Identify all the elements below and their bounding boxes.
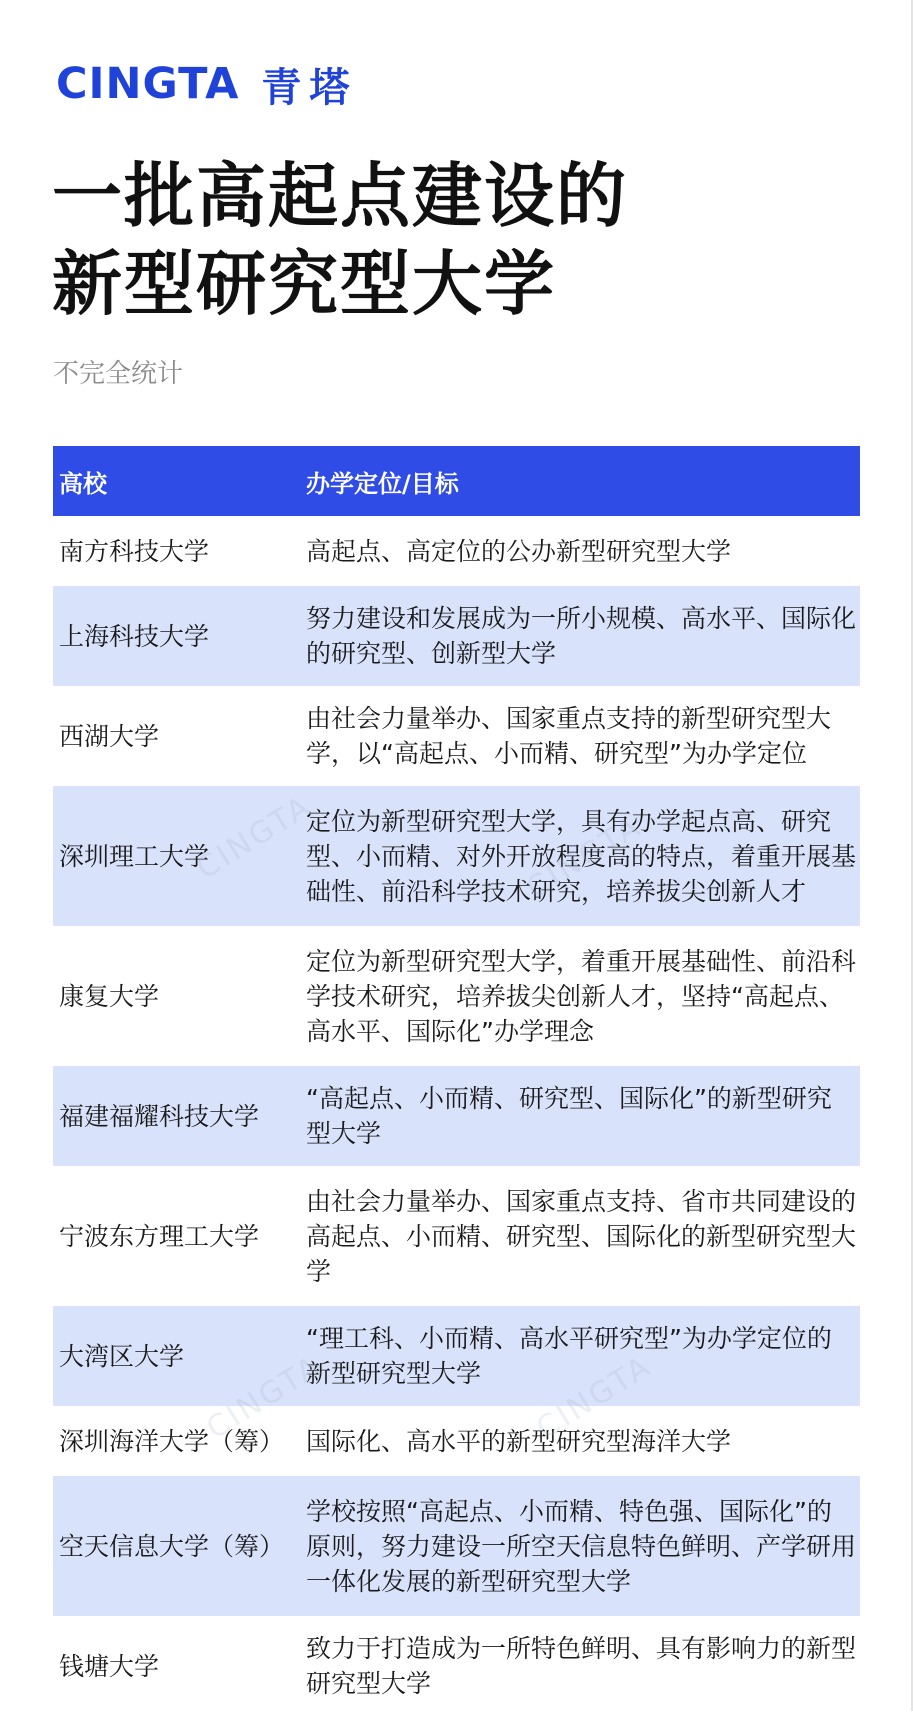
school-positioning: 由社会力量举办、国家重点支持、省市共同建设的高起点、小而精、研究型、国际化的新型研究型大学 [306, 1186, 857, 1286]
school-name: 钱塘大学 [59, 1651, 160, 1681]
subtitle: 不完全统计 [53, 359, 184, 389]
school-name: 深圳理工大学 [59, 841, 210, 871]
table-header [53, 446, 860, 516]
title-line-1: 一批高起点建设的 [52, 155, 628, 237]
table-row [53, 926, 860, 1066]
watermark: CINGTA [190, 788, 319, 887]
header-school: 高校 [59, 469, 107, 498]
school-positioning: “理工科、小而精、高水平研究型”为办学定位的新型研究型大学 [306, 1324, 832, 1388]
school-positioning: 定位为新型研究型大学，具有办学起点高、研究型、小而精、对外开放程度高的特点，着重开展基础性、前沿科学技术研究，培养拔尖创新人才 [306, 806, 857, 906]
title-line-2: 新型研究型大学 [52, 243, 556, 325]
school-positioning: 努力建设和发展成为一所小规模、高水平、国际化的研究型、创新型大学 [306, 604, 857, 668]
school-name: 大湾区大学 [59, 1341, 185, 1371]
table-row [53, 1306, 860, 1406]
watermark: CINGTA [530, 1348, 659, 1447]
school-positioning: 国际化、高水平的新型研究型海洋大学 [306, 1426, 732, 1456]
school-positioning: 高起点、高定位的公办新型研究型大学 [306, 536, 732, 566]
school-name: 康复大学 [59, 981, 160, 1011]
school-name: 南方科技大学 [59, 536, 210, 566]
school-name: 空天信息大学（筹） [59, 1531, 285, 1561]
header-positioning: 办学定位/目标 [306, 469, 459, 498]
table-row [53, 786, 860, 926]
table-row [53, 1166, 860, 1306]
school-positioning: “高起点、小而精、研究型、国际化”的新型研究型大学 [306, 1084, 832, 1148]
school-positioning: 由社会力量举办、国家重点支持的新型研究型大学，以“高起点、小而精、研究型”为办学定位 [306, 704, 832, 768]
logo-chinese: 青塔 [261, 64, 358, 111]
cingta-logo [56, 58, 357, 110]
school-name: 上海科技大学 [59, 621, 210, 651]
school-name: 深圳海洋大学（筹） [59, 1426, 285, 1456]
school-positioning: 致力于打造成为一所特色鲜明、具有影响力的新型研究型大学 [306, 1634, 857, 1698]
table-row [53, 1406, 860, 1476]
watermark: CINGTA [200, 1348, 329, 1447]
table-row [53, 1616, 860, 1716]
school-positioning: 学校按照“高起点、小而精、特色强、国际化”的原则，努力建设一所空天信息特色鲜明、产学研用一体化发展的新型研究型大学 [306, 1496, 857, 1596]
table-row [53, 1066, 860, 1166]
table-row [53, 586, 860, 686]
school-name: 宁波东方理工大学 [59, 1221, 260, 1251]
school-name: 福建福耀科技大学 [59, 1101, 260, 1131]
table-row [53, 686, 860, 786]
table-row [53, 516, 860, 586]
school-positioning: 定位为新型研究型大学，着重开展基础性、前沿科学技术研究，培养拔尖创新人才，坚持“高起点、高水平、国际化”办学理念 [306, 946, 857, 1046]
watermark: CINGTA [520, 808, 649, 907]
universities-table [53, 446, 860, 1716]
school-name: 西湖大学 [59, 721, 160, 751]
table-row [53, 1476, 860, 1616]
logo-english: CINGTA [56, 59, 240, 109]
page-title [52, 152, 628, 328]
